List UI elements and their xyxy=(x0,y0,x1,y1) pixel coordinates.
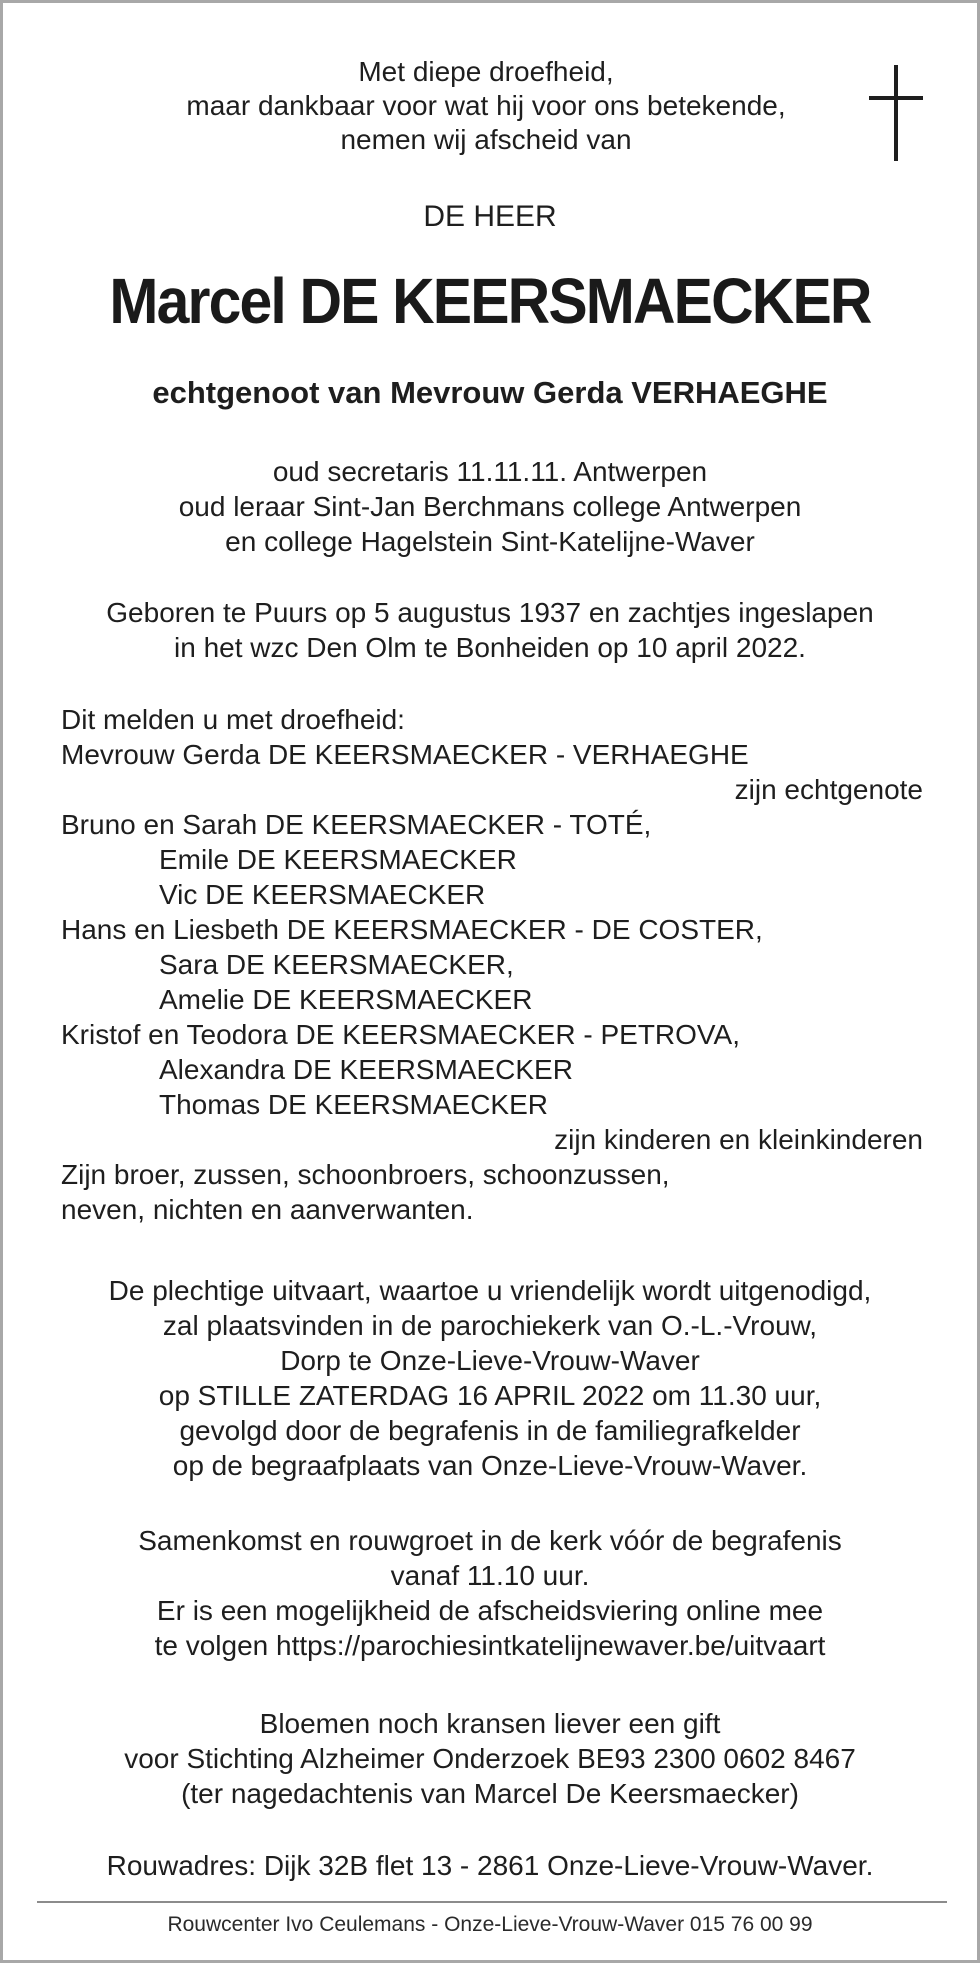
gift-line: Bloemen noch kransen liever een gift xyxy=(259,1708,721,1739)
other-relatives: neven, nichten en aanverwanten. xyxy=(61,1194,474,1225)
title-prefix: DE HEER xyxy=(423,200,557,233)
funeral-line: gevolgd door de begrafenis in de familiegrafkelder xyxy=(179,1415,801,1446)
child-couple: Kristof en Teodora DE KEERSMAECKER - PETROVA, xyxy=(61,1019,740,1050)
gathering-line: Samenkomst en rouwgroet in de kerk vóór de begrafenis xyxy=(138,1525,842,1556)
gathering-line: vanaf 11.10 uur. xyxy=(390,1560,590,1591)
gathering-details xyxy=(3,1523,977,1663)
birth-death-line: in het wzc Den Olm te Bonheiden op 10 april 2022. xyxy=(174,632,806,663)
gift-line: (ter nagedachtenis van Marcel De Keersmaecker) xyxy=(181,1778,799,1809)
former-functions xyxy=(3,454,977,559)
funeral-details xyxy=(3,1273,977,1483)
footer-divider xyxy=(37,1901,947,1903)
gift-line: voor Stichting Alzheimer Onderzoek BE93 2300 0602 8467 xyxy=(124,1743,856,1774)
grandchild: Thomas DE KEERSMAECKER xyxy=(159,1089,548,1120)
spouse-name: Mevrouw Gerda DE KEERSMAECKER - VERHAEGHE xyxy=(61,739,749,770)
grandchild: Emile DE KEERSMAECKER xyxy=(159,844,517,875)
grandchild: Alexandra DE KEERSMAECKER xyxy=(159,1054,573,1085)
function-line: oud leraar Sint-Jan Berchmans college Antwerpen xyxy=(178,491,802,522)
deceased-name: Marcel DE KEERSMAECKER xyxy=(109,265,871,337)
spouse-role: zijn echtgenote xyxy=(734,774,923,805)
intro-text xyxy=(3,55,969,157)
funeral-line: Dorp te Onze-Lieve-Vrouw-Waver xyxy=(280,1345,700,1376)
child-couple: Bruno en Sarah DE KEERSMAECKER - TOTÉ, xyxy=(61,809,652,840)
intro-line: Met diepe droefheid, xyxy=(358,56,614,87)
grandchild: Sara DE KEERSMAECKER, xyxy=(159,949,514,980)
function-line: en college Hagelstein Sint-Katelijne-Waver xyxy=(225,526,755,557)
funeral-line: De plechtige uitvaart, waartoe u vriendelijk wordt uitgenodigd, xyxy=(108,1275,872,1306)
grandchild: Vic DE KEERSMAECKER xyxy=(159,879,486,910)
family-list xyxy=(61,702,923,1227)
grandchild: Amelie DE KEERSMAECKER xyxy=(159,984,533,1015)
intro-line: maar dankbaar voor wat hij voor ons betekende, xyxy=(186,90,786,121)
intro-line: nemen wij afscheid van xyxy=(340,124,632,155)
birth-death-text xyxy=(3,595,977,665)
family-intro: Dit melden u met droefheid: xyxy=(61,704,405,735)
child-couple: Hans en Liesbeth DE KEERSMAECKER - DE COSTER, xyxy=(61,914,763,945)
children-role: zijn kinderen en kleinkinderen xyxy=(554,1124,923,1155)
other-relatives: Zijn broer, zussen, schoonbroers, schoonzussen, xyxy=(61,1159,670,1190)
gift-request xyxy=(3,1706,977,1811)
funeral-home-footer: Rouwcenter Ivo Ceulemans - Onze-Lieve-Vrouw-Waver 015 76 00 99 xyxy=(167,1913,813,1936)
function-line: oud secretaris 11.11.11. Antwerpen xyxy=(272,456,708,487)
funeral-line: op STILLE ZATERDAG 16 APRIL 2022 om 11.30 uur, xyxy=(158,1380,822,1411)
mourning-address: Rouwadres: Dijk 32B flet 13 - 2861 Onze-Lieve-Vrouw-Waver. xyxy=(106,1850,874,1881)
funeral-line: op de begraafplaats van Onze-Lieve-Vrouw-Waver. xyxy=(172,1450,808,1481)
funeral-line: zal plaatsvinden in de parochiekerk van O.-L.-Vrouw, xyxy=(162,1310,818,1341)
gathering-line: Er is een mogelijkheid de afscheidsviering online mee xyxy=(156,1595,824,1626)
livestream-link-line[interactable]: te volgen https://parochiesintkatelijnewaver.be/uitvaart xyxy=(154,1630,826,1661)
spouse-line: echtgenoot van Mevrouw Gerda VERHAEGHE xyxy=(152,375,828,410)
birth-death-line: Geboren te Puurs op 5 augustus 1937 en zachtjes ingeslapen xyxy=(106,597,874,628)
